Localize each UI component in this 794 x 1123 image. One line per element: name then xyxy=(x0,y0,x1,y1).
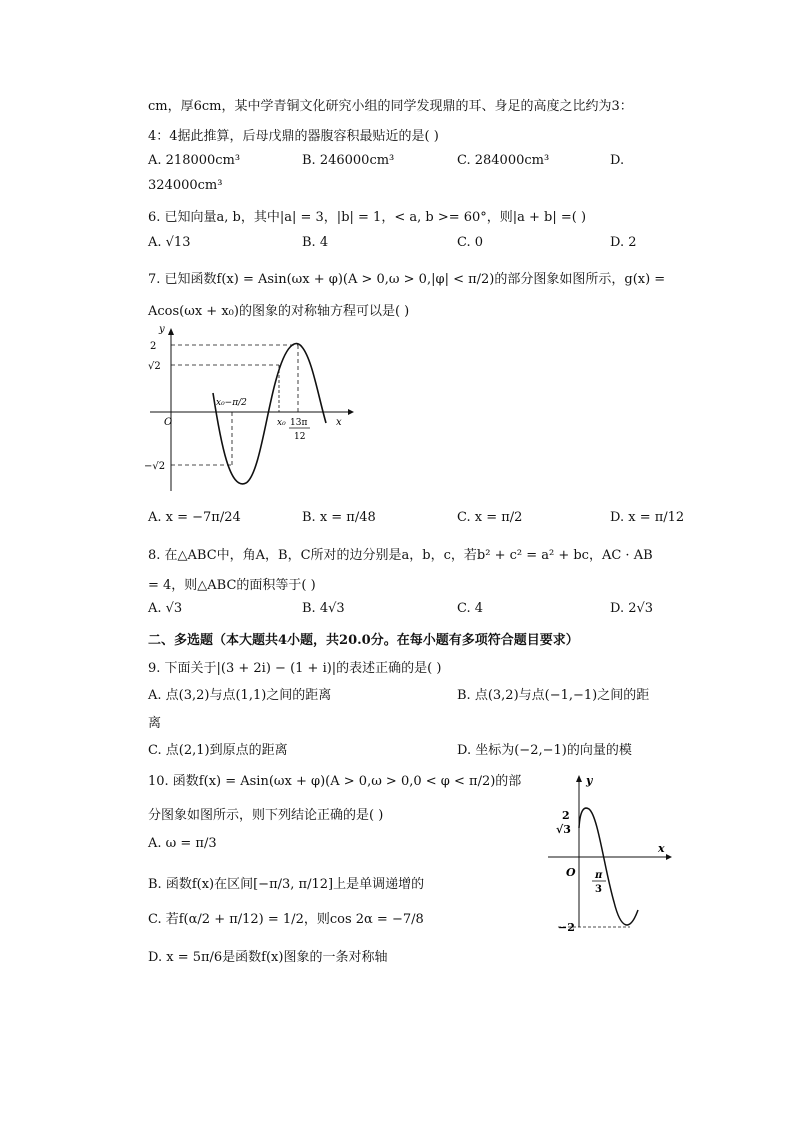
q5-option-b: B. 246000cm³ xyxy=(302,153,395,168)
tick-x-3: 3 xyxy=(595,884,602,895)
y-axis-arrow xyxy=(576,775,582,782)
x-axis-label: x xyxy=(658,842,665,855)
q8-stem-line2: = 4，则△ABC的面积等于( ) xyxy=(148,578,316,593)
tick-x-x0: x₀ xyxy=(277,418,286,428)
x-axis-label: x xyxy=(336,417,342,428)
q6-stem: 6. 已知向量a, b，其中|a| = 3，|b| = 1，< a, b >= 60°，则|a + b| =( ) xyxy=(148,210,587,225)
x-axis-arrow xyxy=(666,854,672,860)
q8-option-c: C. 4 xyxy=(457,601,484,616)
q4-text-line1: cm，厚6cm，某中学青铜文化研究小组的同学发现鼎的耳、身足的高度之比约为3： xyxy=(148,99,633,114)
tick-x-12: 12 xyxy=(294,432,306,442)
tick-y-neg-sqrt2: −√2 xyxy=(144,461,166,472)
q8-stem-line1: 8. 在△ABC中，角A，B，C所对的边分别是a，b，c，若b² + c² = a² + bc，AC · AB xyxy=(148,548,653,563)
q5-option-a: A. 218000cm³ xyxy=(148,153,241,168)
q10-stem-line1: 10. 函数f(x) = Asin(ωx + φ)(A > 0,ω > 0,0 < φ < π/2)的部 xyxy=(148,774,522,789)
q9-option-b: B. 点(3,2)与点(−1,−1)之间的距 xyxy=(457,688,650,703)
tick-x-pi: π xyxy=(595,870,603,881)
q5-option-c: C. 284000cm³ xyxy=(457,153,550,168)
tick-x-x0-minus-pi-half: x₀−π/2 xyxy=(216,398,247,408)
q5-option-d-value: 324000cm³ xyxy=(148,178,223,193)
q6-option-c: C. 0 xyxy=(457,235,484,250)
q9-option-b-cont: 离 xyxy=(148,716,162,731)
q10-option-d: D. x = 5π/6是函数f(x)图象的一条对称轴 xyxy=(148,950,388,965)
tick-x-13pi: 13π xyxy=(290,418,308,428)
origin-label: O xyxy=(164,417,173,428)
q9-stem: 9. 下面关于|(3 + 2i) − (1 + i)|的表述正确的是( ) xyxy=(148,661,442,676)
q7-stem-line2: Acos(ωx + x₀)的图象的对称轴方程可以是( ) xyxy=(148,304,410,319)
q6-option-b: B. 4 xyxy=(302,235,329,250)
q7-stem-line1: 7. 已知函数f(x) = Asin(ωx + φ)(A > 0,ω > 0,|φ| < π/2)的部分图象如图所示，g(x) = xyxy=(148,272,666,287)
origin-label: O xyxy=(566,866,576,879)
q10-graph xyxy=(548,772,678,932)
q6-option-a: A. √13 xyxy=(148,235,191,250)
tick-y-2: 2 xyxy=(150,341,157,352)
tick-y-neg2: −2 xyxy=(558,921,575,934)
q10-option-a: A. ω = π/3 xyxy=(148,836,217,851)
q5-option-d: D. xyxy=(610,153,625,168)
tick-y-sqrt2: √2 xyxy=(148,361,161,372)
q9-option-c: C. 点(2,1)到原点的距离 xyxy=(148,743,288,758)
q8-option-b: B. 4√3 xyxy=(302,601,345,616)
q7-graph xyxy=(146,325,356,495)
q10-stem-line2: 分图象如图所示，则下列结论正确的是( ) xyxy=(148,808,384,823)
y-axis-arrow xyxy=(168,328,174,335)
y-axis-label: y xyxy=(159,324,165,335)
y-axis-label: y xyxy=(586,774,593,787)
q8-option-d: D. 2√3 xyxy=(610,601,654,616)
q9-option-d: D. 坐标为(−2,−1)的向量的模 xyxy=(457,743,632,758)
q10-option-c: C. 若f(α/2 + π/12) = 1/2，则cos 2α = −7/8 xyxy=(148,912,424,927)
tick-y-2: 2 xyxy=(562,809,570,822)
sine-curve xyxy=(579,808,638,925)
q7-option-a: A. x = −7π/24 xyxy=(148,510,241,525)
q10-option-b: B. 函数f(x)在区间[−π/3, π/12]上是单调递增的 xyxy=(148,877,425,892)
tick-y-sqrt3: √3 xyxy=(556,823,571,836)
q7-option-c: C. x = π/2 xyxy=(457,510,523,525)
q6-option-d: D. 2 xyxy=(610,235,637,250)
q7-option-b: B. x = π/48 xyxy=(302,510,376,525)
q9-option-a: A. 点(3,2)与点(1,1)之间的距离 xyxy=(148,688,332,703)
section-heading: 二、多选题（本大题共4小题，共20.0分。在每小题有多项符合题目要求） xyxy=(148,633,579,648)
q4-text-line2: 4：4据此推算，后母戊鼎的器腹容积最贴近的是( ) xyxy=(148,129,439,144)
q8-option-a: A. √3 xyxy=(148,601,183,616)
x-axis-arrow xyxy=(348,409,354,415)
q7-option-d: D. x = π/12 xyxy=(610,510,685,525)
